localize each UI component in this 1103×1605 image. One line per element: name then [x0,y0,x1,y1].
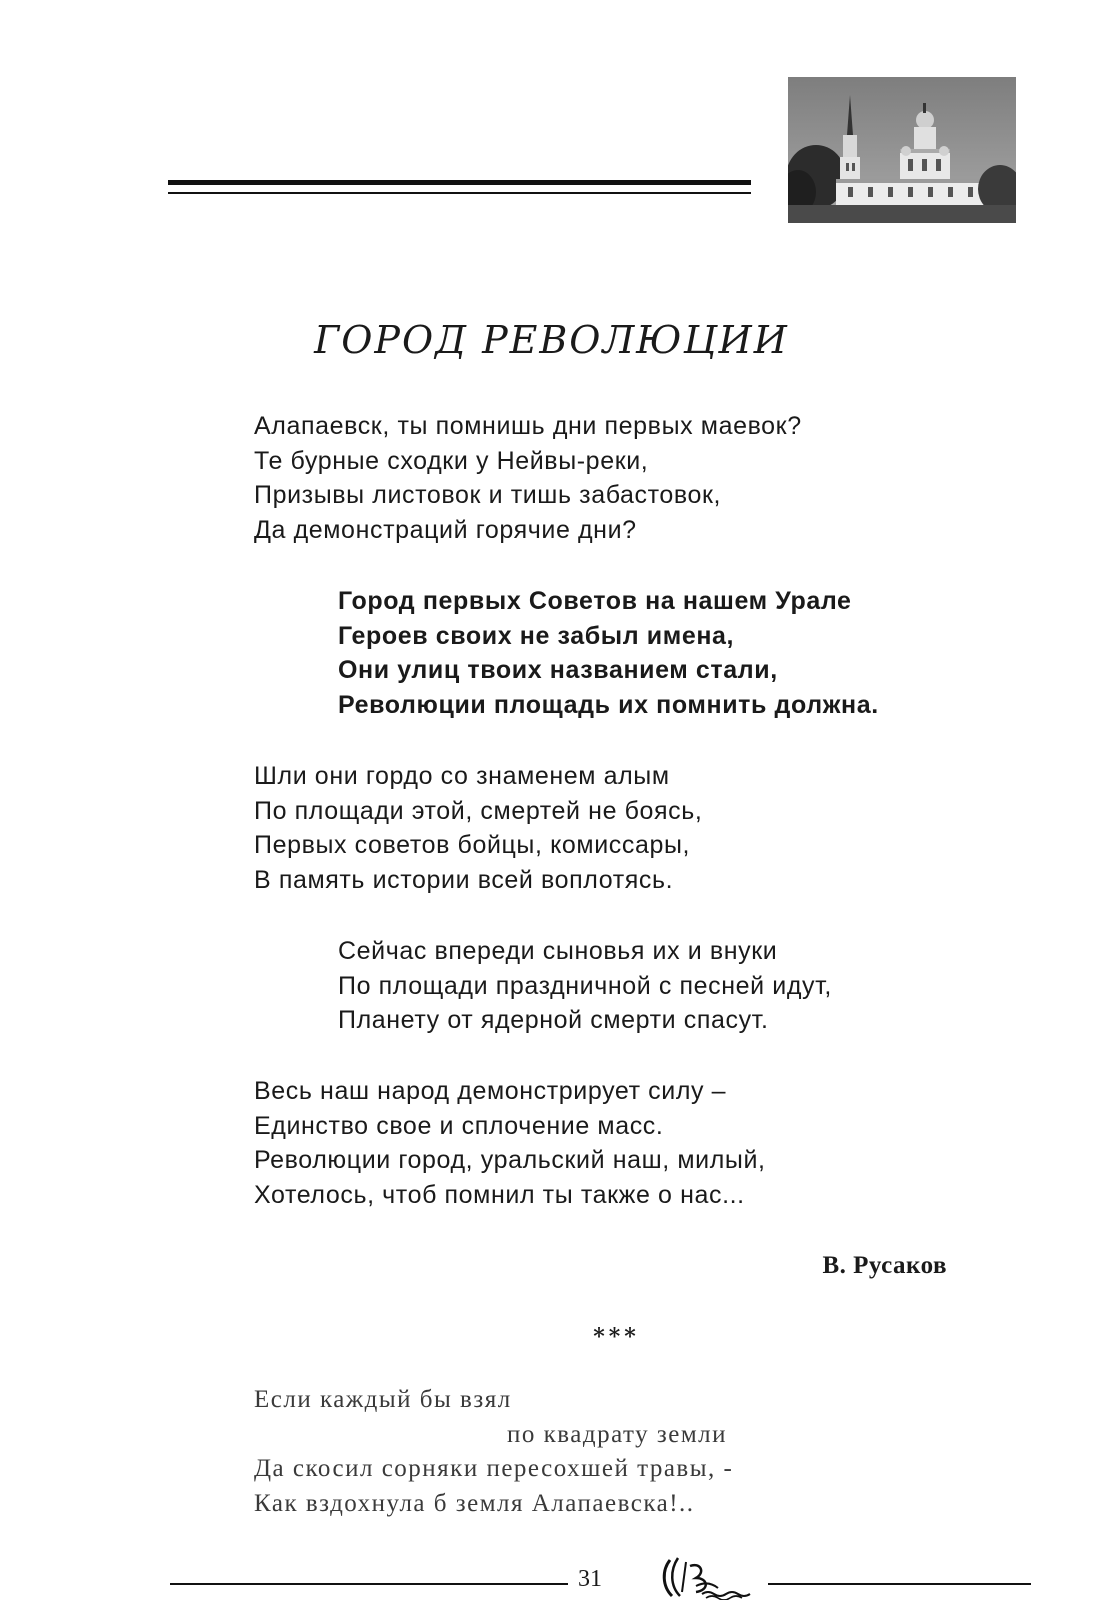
poem-line: Город первых Советов на нашем Урале [338,587,852,615]
poem-line: В память истории всей воплотясь. [254,865,674,894]
footer-rule-right [768,1583,1031,1585]
poem-line: Те бурные сходки у Нейвы-реки, [254,446,649,475]
page-number: 31 [578,1566,602,1592]
poem-line: Первых советов бойцы, комиссары, [254,831,691,859]
poem-author: В. Русаков [822,1252,947,1279]
poem-line: Революции город, уральский наш, милый, [254,1146,766,1174]
second-poem-heading: *** [593,1324,640,1350]
stanza-5 [254,1074,766,1212]
poem-line: Планету от ядерной смерти спасут. [338,1006,769,1034]
poem-line: По площади этой, смертей не боясь, [254,796,703,825]
poem-line: Революции площадь их помнить должна. [338,690,879,719]
footer-rule-left [170,1583,568,1585]
header-rule-thick [168,180,751,185]
poem-line: Они улиц твоих названием стали, [338,656,778,684]
poem-line: По площади праздничной с песней идут, [338,971,832,1000]
poem-line: Весь наш народ демонстрирует силу – [254,1077,727,1105]
second-poem [254,1383,733,1521]
poem-line: Шли они гордо со знаменем алым [254,762,670,790]
church-photo [788,77,1016,223]
poem-line: Хотелось, чтоб помнил ты также о нас... [254,1180,745,1209]
stanza-4 [338,934,832,1038]
poem-line: Если каждый бы взял [254,1386,512,1413]
poem-line: Сейчас впереди сыновья их и внуки [338,937,778,965]
publisher-emblem-icon [656,1556,751,1600]
poem-line: Да скосил сорняки пересохшей травы, - [254,1455,734,1482]
poem-line: Алапаевск, ты помнишь дни первых маевок? [254,412,802,440]
poem-line: Как вздохнула б земля Алапаевска!.. [254,1489,695,1517]
poem-line: Да демонстраций горячие дни? [254,515,637,544]
poem-line: по квадрату земли [507,1420,728,1448]
poem-line: Героев своих не забыл имена, [338,621,735,650]
stanza-3 [254,759,702,897]
poem-line: Призывы листовок и тишь забастовок, [254,481,722,509]
stanza-1 [254,409,802,547]
poem-title: ГОРОД РЕВОЛЮЦИИ [314,318,789,362]
poem-line: Единство свое и сплочение масс. [254,1111,664,1140]
stanza-2 [338,584,879,722]
header-rule-thin [168,192,751,194]
